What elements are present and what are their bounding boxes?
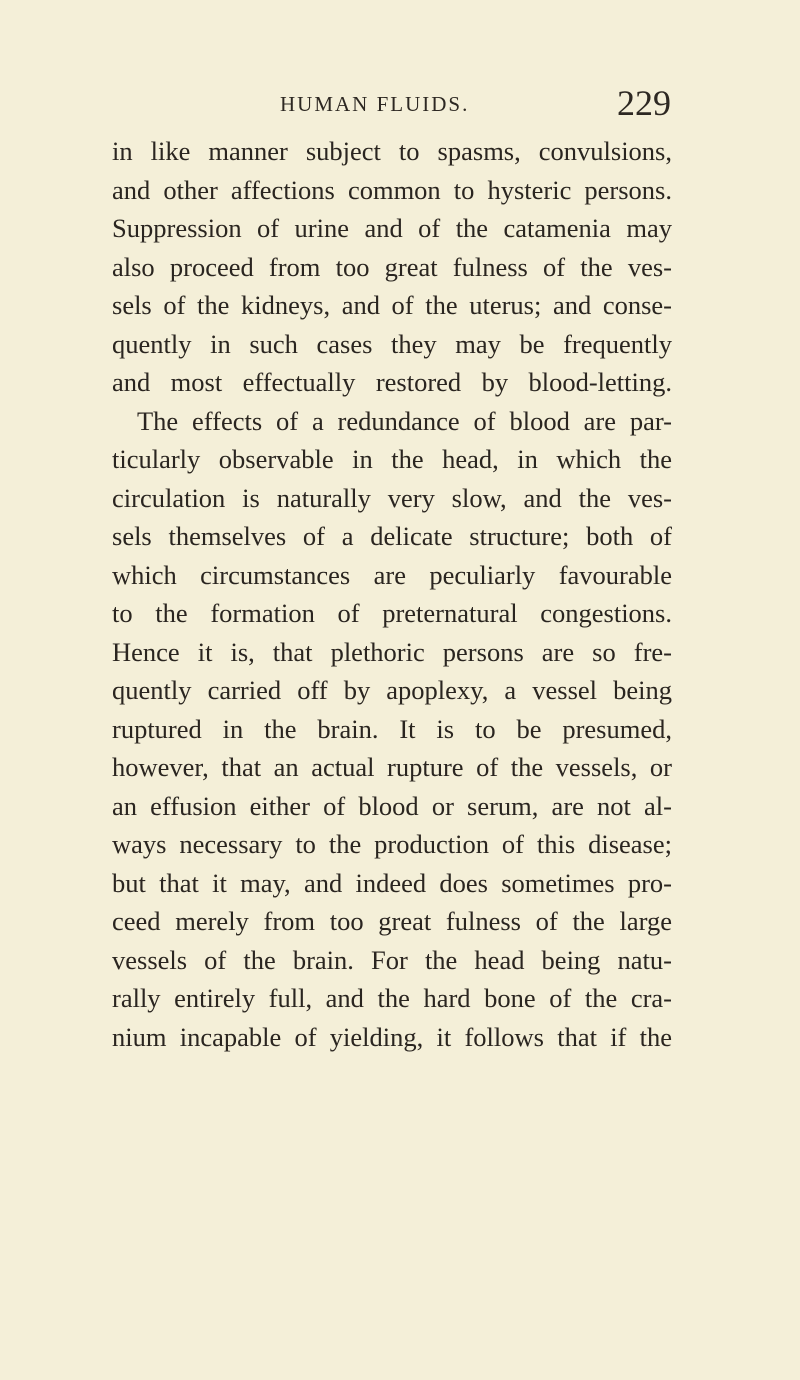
text-line: nium incapable of yielding, it follows that if the [112, 1021, 672, 1052]
text-line: in like manner subject to spasms, convulsions, [112, 136, 672, 166]
page-number: 229 [617, 83, 671, 123]
text-line: ceed merely from too great fulness of the large [112, 906, 672, 936]
text-line: Suppression of urine and of the catamenia may [112, 213, 672, 243]
text-line-paragraph-start: The effects of a redundance of blood are par- [137, 405, 672, 436]
text-line: ruptured in the brain. It is to be presumed, [112, 713, 672, 744]
text-line: quently carried off by apoplexy, a vessel being [112, 675, 672, 705]
text-line: rally entirely full, and the hard bone of the cra- [112, 983, 672, 1013]
text-line: also proceed from too great fulness of the ves- [112, 251, 672, 282]
text-line: sels of the kidneys, and of the uterus; and conse- [112, 290, 672, 320]
text-line: but that it may, and indeed does sometimes pro- [112, 867, 672, 898]
text-line: however, that an actual rupture of the vessels, or [112, 752, 672, 782]
text-line: which circumstances are peculiarly favourable [112, 559, 672, 590]
text-line: ways necessary to the production of this disease; [112, 829, 672, 859]
text-line: to the formation of preternatural congestions. [112, 598, 672, 628]
text-line: and most effectually restored by blood-letting. [112, 367, 672, 397]
text-line: sels themselves of a delicate structure; both of [112, 521, 672, 551]
text-line: Hence it is, that plethoric persons are so fre- [112, 636, 672, 667]
text-line: quently in such cases they may be frequently [112, 328, 672, 359]
header-title: HUMAN FLUIDS. [280, 92, 470, 116]
body-text [112, 132, 672, 1056]
text-line: an effusion either of blood or serum, are not al- [112, 790, 672, 821]
text-line: ticularly observable in the head, in which the [112, 444, 672, 474]
running-header [0, 83, 800, 126]
text-line: vessels of the brain. For the head being natu- [112, 944, 672, 975]
text-line: circulation is naturally very slow, and the ves- [112, 482, 672, 513]
text-line: and other affections common to hysteric persons. [112, 174, 672, 205]
